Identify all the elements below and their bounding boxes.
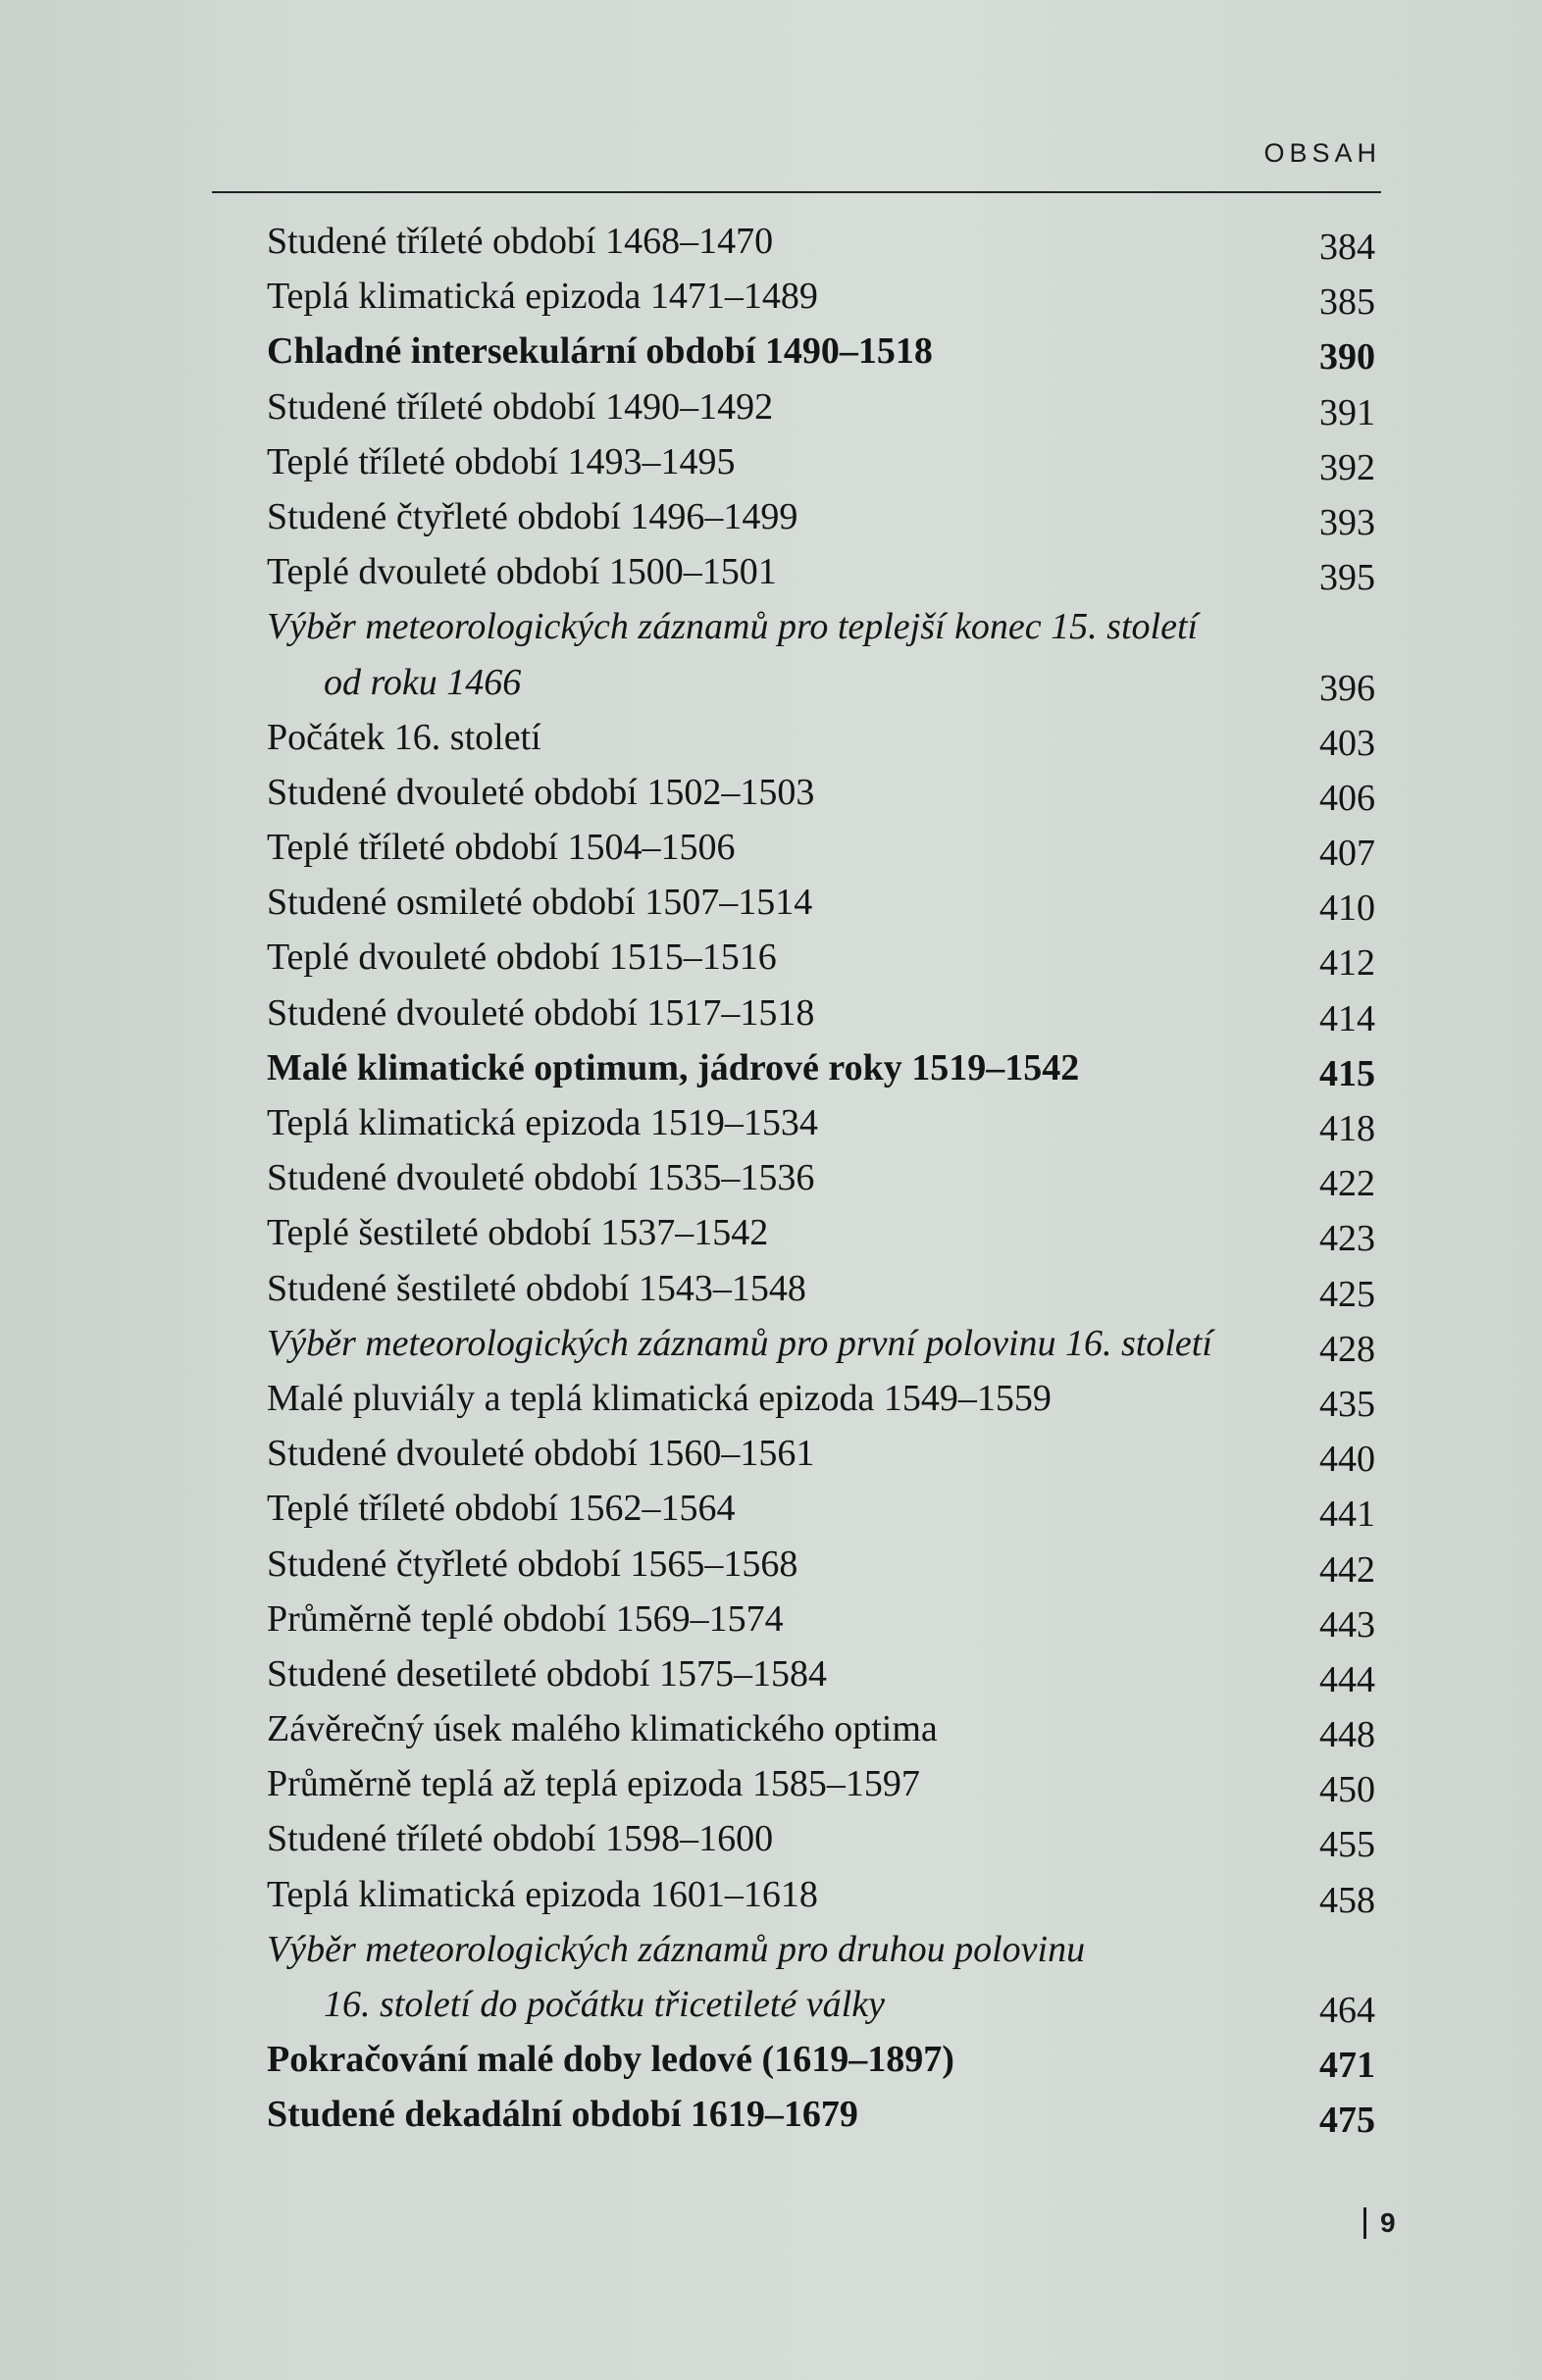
toc-entry-page: 450 [1319, 1769, 1375, 1811]
toc-entry-page: 422 [1319, 1163, 1375, 1205]
toc-entry-title: Studené osmileté období 1507–1514 [267, 882, 813, 924]
toc-entry-title: Teplá klimatická epizoda 1601–1618 [267, 1873, 818, 1915]
toc-entry-page: 455 [1319, 1824, 1375, 1866]
toc-entry-page: 448 [1319, 1714, 1375, 1756]
toc-entry-title: Výběr meteorologických záznamů pro druhou polovinu [267, 1928, 1086, 1970]
toc-entry-title: Teplé tříleté období 1493–1495 [267, 440, 736, 482]
toc-entry-title: Malé klimatické optimum, jádrové roky 1519–1542 [267, 1046, 1080, 1089]
toc-entry-title: Pokračování malé doby ledové (1619–1897) [267, 2039, 954, 2081]
toc-entry [267, 436, 1405, 491]
toc-entry-page: 392 [1319, 446, 1375, 488]
toc-entry-page: 412 [1319, 942, 1375, 985]
toc-entry [267, 381, 1405, 436]
page-folio [1363, 2206, 1396, 2240]
toc-entry [267, 2089, 1405, 2144]
toc-entry-title: Průměrně teplé období 1569–1574 [267, 1597, 784, 1640]
toc-entry-title: Počátek 16. století [267, 716, 541, 758]
toc-entry [267, 1539, 1405, 1594]
toc-entry-page: 440 [1319, 1439, 1375, 1481]
toc-entry [267, 987, 1405, 1042]
toc-entry-page: 442 [1319, 1548, 1375, 1591]
toc-entry [267, 2034, 1405, 2089]
toc-entry-page: 441 [1319, 1494, 1375, 1536]
toc-entry-title: Teplá klimatická epizoda 1471–1489 [267, 276, 818, 318]
toc-entry [267, 216, 1405, 271]
toc-entry-title: Studené dekadální období 1619–1679 [267, 2094, 858, 2136]
toc-entry [267, 326, 1405, 380]
toc-entry [267, 1648, 1405, 1703]
toc-entry [267, 546, 1405, 601]
toc-entry-page: 428 [1319, 1328, 1375, 1370]
toc-entry-page: 384 [1319, 227, 1375, 268]
toc-entry-page: 414 [1319, 997, 1375, 1039]
toc-entry-title: Teplá klimatická epizoda 1519–1534 [267, 1102, 818, 1143]
toc-entry-page: 443 [1319, 1603, 1375, 1646]
toc-entry-title: Studené dvouleté období 1517–1518 [267, 991, 815, 1034]
toc-entry [267, 657, 1405, 712]
toc-entry-page: 390 [1319, 336, 1375, 379]
toc-entry-page: 423 [1319, 1218, 1375, 1260]
toc-entry-page: 418 [1319, 1108, 1375, 1149]
toc-entry-title: Studené desetileté období 1575–1584 [267, 1652, 827, 1695]
toc-entry-page: 393 [1319, 501, 1375, 543]
toc-entry-title: Teplé dvouleté období 1500–1501 [267, 551, 777, 593]
toc-entry [267, 1813, 1405, 1868]
toc-entry-title: Studené čtyřleté období 1496–1499 [267, 495, 798, 537]
toc-entry-page: 444 [1319, 1658, 1375, 1700]
section-title: OBSAH [1263, 138, 1381, 168]
toc-entry-title: Studené šestileté období 1543–1548 [267, 1267, 806, 1309]
folio-divider [1363, 2207, 1366, 2239]
toc-entry [267, 1428, 1405, 1483]
toc-entry [267, 1263, 1405, 1318]
toc-entry [267, 601, 1405, 656]
toc-entry-title: Studené dvouleté období 1560–1561 [267, 1433, 815, 1475]
toc-entry [267, 1924, 1405, 1979]
toc-entry [267, 1207, 1405, 1262]
toc-entry [267, 1483, 1405, 1538]
toc-entry [267, 1869, 1405, 1924]
toc-entry-title: Průměrně teplá až teplá epizoda 1585–1597 [267, 1763, 920, 1805]
toc-entry-title: od roku 1466 [324, 661, 522, 703]
toc-entry-title: Studené tříleté období 1598–1600 [267, 1818, 774, 1860]
toc-entry [267, 1042, 1405, 1097]
toc-entry-page: 464 [1319, 1990, 1375, 2031]
toc-entry [267, 1594, 1405, 1648]
toc-entry-page: 435 [1319, 1383, 1375, 1425]
toc-entry-title: 16. století do počátku třicetileté války [324, 1984, 885, 2025]
toc-entry-page: 403 [1319, 722, 1375, 764]
toc-entry [267, 1097, 1405, 1152]
toc-entry-title: Studené dvouleté období 1535–1536 [267, 1157, 815, 1199]
toc-entry [267, 877, 1405, 932]
toc-entry-title: Studené tříleté období 1468–1470 [267, 221, 774, 262]
page-number: 9 [1380, 2207, 1396, 2238]
toc-entry-page: 395 [1319, 557, 1375, 599]
toc-entry [267, 491, 1405, 546]
toc-entry-page: 396 [1319, 667, 1375, 709]
toc-entry-title: Výběr meteorologických záznamů pro první polovinu 16. století [267, 1322, 1212, 1364]
toc-entry-title: Výběr meteorologických záznamů pro teplejší konec 15. století [267, 606, 1199, 648]
toc-entry-page: 385 [1319, 281, 1375, 324]
running-header [212, 132, 1381, 193]
toc-entry-title: Chladné intersekulární období 1490–1518 [267, 330, 933, 373]
toc-entry [267, 932, 1405, 987]
toc-entry-page: 391 [1319, 391, 1375, 433]
toc-entry-page: 458 [1319, 1879, 1375, 1921]
toc-entry [267, 712, 1405, 767]
toc-entry [267, 822, 1405, 877]
toc-entry [267, 1373, 1405, 1428]
toc-entry [267, 1318, 1405, 1373]
toc-entry [267, 1979, 1405, 2034]
toc-entry-page: 407 [1319, 833, 1375, 875]
toc-entry-title: Závěrečný úsek malého klimatického optima [267, 1708, 938, 1750]
toc-entry-page: 415 [1319, 1052, 1375, 1094]
toc-entry [267, 1703, 1405, 1758]
toc-entry [267, 1152, 1405, 1207]
toc-entry-title: Studené čtyřleté období 1565–1568 [267, 1543, 798, 1585]
toc-entry-title: Teplé tříleté období 1504–1506 [267, 827, 736, 869]
toc-entry [267, 1758, 1405, 1813]
table-of-contents [267, 216, 1405, 2145]
toc-entry-page: 425 [1319, 1273, 1375, 1315]
toc-entry-title: Studené tříleté období 1490–1492 [267, 385, 774, 428]
toc-entry-title: Teplé šestileté období 1537–1542 [267, 1212, 769, 1254]
toc-entry-page: 406 [1319, 777, 1375, 819]
toc-entry [267, 767, 1405, 822]
toc-entry-title: Malé pluviály a teplá klimatická epizoda 1549–1559 [267, 1377, 1052, 1419]
toc-entry-page: 475 [1319, 2100, 1375, 2142]
toc-entry-page: 410 [1319, 887, 1375, 930]
toc-entry-page: 471 [1319, 2045, 1375, 2087]
toc-entry [267, 271, 1405, 326]
toc-entry-title: Teplé tříleté období 1562–1564 [267, 1488, 736, 1530]
toc-entry-title: Studené dvouleté období 1502–1503 [267, 771, 815, 813]
toc-entry-title: Teplé dvouleté období 1515–1516 [267, 937, 777, 979]
